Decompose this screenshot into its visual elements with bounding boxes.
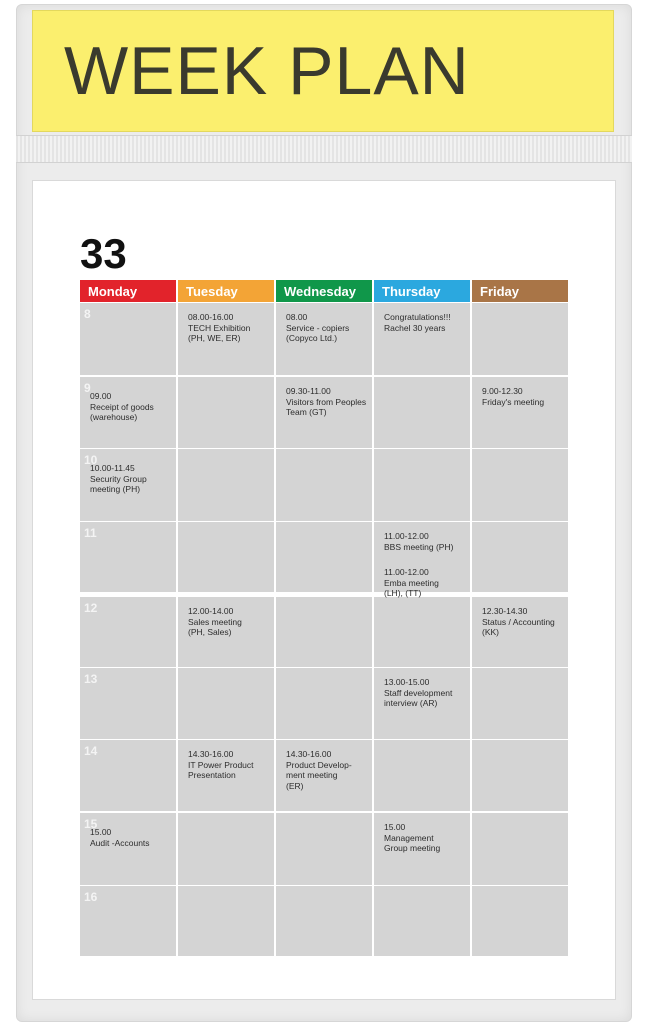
hour-label: 10 bbox=[84, 453, 98, 467]
event-note: 13.00-15.00 Staff development interview (AR) bbox=[384, 677, 453, 708]
event-note: 14.30-16.00 Product Develop- ment meeting (ER) bbox=[286, 749, 352, 791]
calendar-cell[interactable] bbox=[374, 886, 470, 956]
calendar-cell[interactable] bbox=[80, 886, 176, 956]
calendar-cell[interactable] bbox=[80, 597, 176, 667]
calendar-cell[interactable] bbox=[276, 813, 372, 885]
calendar-cell[interactable] bbox=[276, 597, 372, 667]
calendar-cell[interactable] bbox=[80, 303, 176, 375]
calendar-cell[interactable] bbox=[178, 449, 274, 521]
page-title: WEEK PLAN bbox=[64, 33, 470, 109]
calendar-cell[interactable] bbox=[80, 813, 176, 885]
pocket-seam bbox=[16, 135, 632, 163]
calendar-cell[interactable] bbox=[80, 668, 176, 739]
calendar-cell[interactable] bbox=[374, 449, 470, 521]
calendar-cell[interactable] bbox=[472, 303, 568, 375]
calendar-cell[interactable] bbox=[178, 886, 274, 956]
calendar-cell[interactable] bbox=[374, 740, 470, 811]
hour-label: 8 bbox=[84, 307, 91, 321]
calendar-cell[interactable] bbox=[472, 740, 568, 811]
calendar-cell[interactable] bbox=[472, 813, 568, 885]
calendar-cell[interactable] bbox=[472, 522, 568, 592]
hour-label: 9 bbox=[84, 381, 91, 395]
hour-label: 11 bbox=[84, 526, 97, 540]
event-note: Congratulations!!! Rachel 30 years bbox=[384, 312, 451, 333]
calendar-cell[interactable] bbox=[276, 449, 372, 521]
hour-label: 12 bbox=[84, 601, 98, 615]
day-header-thursday: Thursday bbox=[374, 280, 470, 302]
calendar-cell[interactable] bbox=[472, 668, 568, 739]
hour-label: 16 bbox=[84, 890, 98, 904]
calendar-cell[interactable] bbox=[374, 377, 470, 448]
hour-label: 13 bbox=[84, 672, 98, 686]
event-note: 09.00 Receipt of goods (warehouse) bbox=[90, 391, 154, 422]
event-note: 10.00-11.45 Security Group meeting (PH) bbox=[90, 463, 147, 494]
event-note: 08.00 Service - copiers (Copyco Ltd.) bbox=[286, 312, 350, 343]
calendar-cell[interactable] bbox=[472, 886, 568, 956]
calendar-cell[interactable] bbox=[374, 597, 470, 667]
event-note: 14.30-16.00 IT Power Product Presentation bbox=[188, 749, 254, 780]
event-note: 15.00 Management Group meeting bbox=[384, 822, 441, 853]
hour-label: 15 bbox=[84, 817, 98, 831]
event-note: 11.00-12.00 Emba meeting (LH), (TT) bbox=[384, 567, 439, 598]
calendar-cell[interactable] bbox=[80, 740, 176, 811]
event-note: 11.00-12.00 BBS meeting (PH) bbox=[384, 531, 454, 552]
event-note: 09.30-11.00 Visitors from Peoples Team (GT) bbox=[286, 386, 367, 417]
calendar-cell[interactable] bbox=[80, 522, 176, 592]
calendar-cell[interactable] bbox=[178, 668, 274, 739]
calendar-cell[interactable] bbox=[178, 377, 274, 448]
day-header-wednesday: Wednesday bbox=[276, 280, 372, 302]
calendar-cell[interactable] bbox=[178, 522, 274, 592]
calendar-cell[interactable] bbox=[276, 668, 372, 739]
week-number: 33 bbox=[80, 230, 127, 277]
event-note: 12.00-14.00 Sales meeting (PH, Sales) bbox=[188, 606, 242, 637]
calendar-cell[interactable] bbox=[276, 886, 372, 956]
day-header-friday: Friday bbox=[472, 280, 568, 302]
calendar-cell[interactable] bbox=[276, 522, 372, 592]
event-note: 12.30-14.30 Status / Accounting (KK) bbox=[482, 606, 555, 637]
day-header-tuesday: Tuesday bbox=[178, 280, 274, 302]
calendar-cell[interactable] bbox=[472, 449, 568, 521]
event-note: 08.00-16.00 TECH Exhibition (PH, WE, ER) bbox=[188, 312, 251, 343]
hour-label: 14 bbox=[84, 744, 98, 758]
day-header-monday: Monday bbox=[80, 280, 176, 302]
calendar-cell[interactable] bbox=[178, 813, 274, 885]
event-note: 15.00 Audit -Accounts bbox=[90, 827, 150, 848]
event-note: 9.00-12.30 Friday's meeting bbox=[482, 386, 545, 407]
